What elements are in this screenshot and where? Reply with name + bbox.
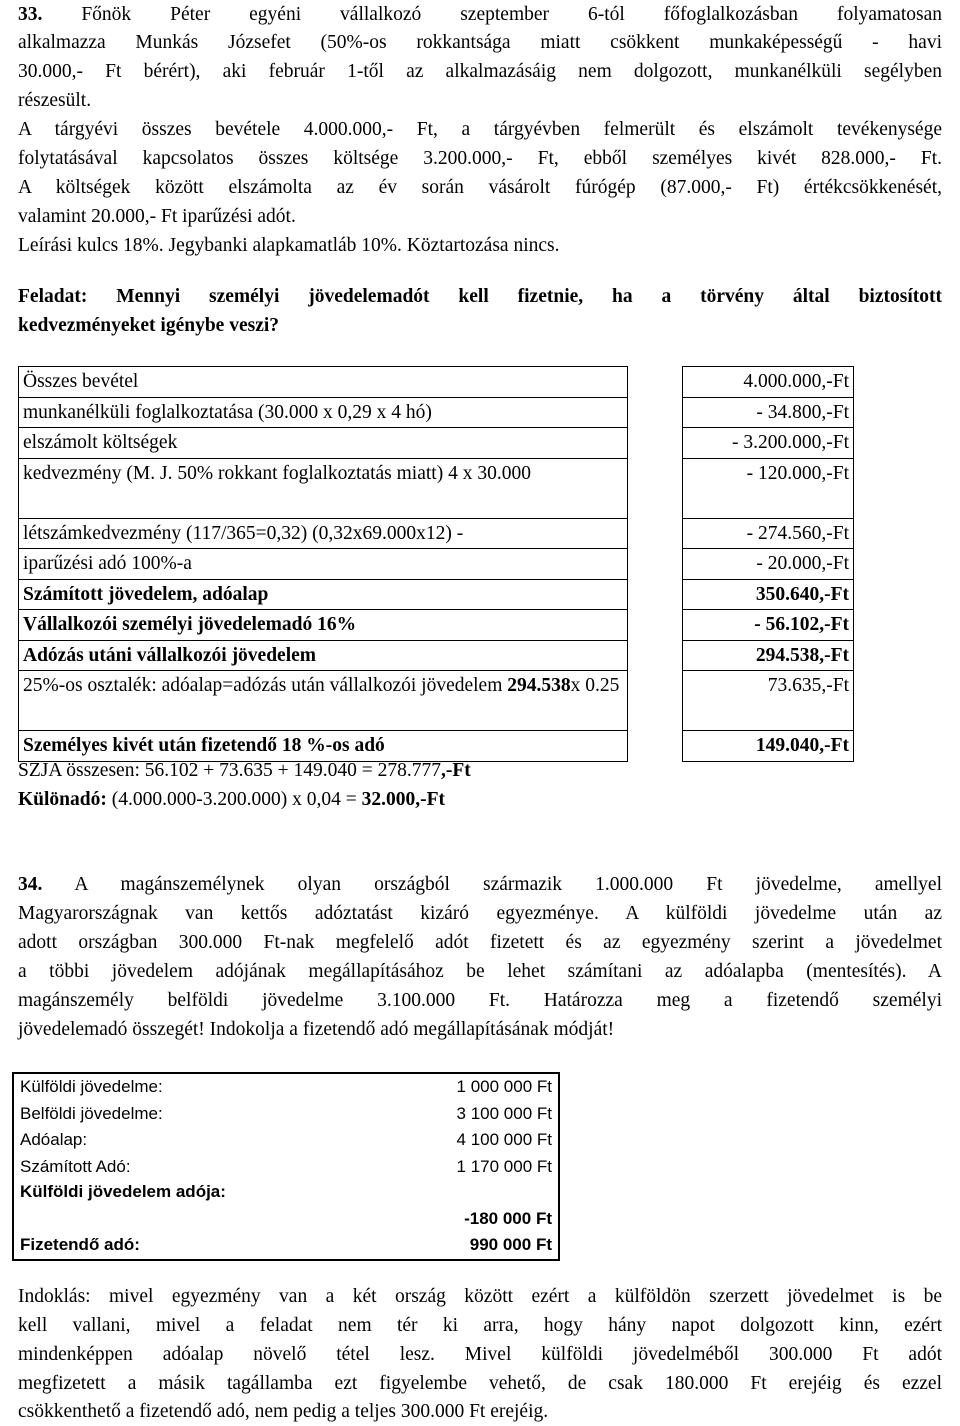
- table-row: [13, 1127, 559, 1154]
- table-row: [19, 428, 854, 459]
- table-row: [19, 640, 854, 671]
- row-value: - 34.800,-Ft: [683, 397, 854, 428]
- row-value: 149.040,-Ft: [683, 731, 854, 762]
- table-row: [13, 1180, 559, 1232]
- p34-line-2: Magyarországnak van kettős adóztatást kizáró egyezménye. A külföldi jövedelme után az: [18, 903, 942, 924]
- table-row: [19, 610, 854, 641]
- row-label: Adóalap:: [20, 1130, 88, 1150]
- row-value: - 3.200.000,-Ft: [683, 428, 854, 459]
- row-label: Személyes kivét után fizetendő 18 %-os adó: [19, 731, 628, 762]
- p34-reason-line-1: Indoklás: mivel egyezmény van a két ország között ezért a külföldön szerzett jövedelmet is be: [18, 1286, 942, 1307]
- row-label: Fizetendő adó:: [20, 1235, 140, 1255]
- table-row: [19, 367, 854, 398]
- row-label: létszámkedvezmény (117/365=0,32) (0,32x69.000x12) -: [19, 518, 628, 549]
- row-value: 1 170 000 Ft: [456, 1156, 552, 1176]
- table-row: [19, 549, 854, 580]
- row-value: 4 100 000 Ft: [456, 1130, 552, 1150]
- p33-line-7: A költségek között elszámolta az év során vásárolt fúrógép (87.000,- Ft) értékcsökkenését,: [18, 177, 942, 198]
- row-label: Adózás utáni vállalkozói jövedelem: [19, 640, 628, 671]
- p34-line-1: 34. A magánszemélynek olyan országból származik 1.000.000 Ft jövedelme, amellyel: [18, 874, 942, 895]
- row-label: munkanélküli foglalkoztatása (30.000 x 0,29 x 4 hó): [19, 397, 628, 428]
- p33-text-1: Főnök Péter egyéni vállalkozó szeptember 6-tól főfoglalkozásban folyamatosan: [81, 4, 943, 25]
- table-row: [19, 397, 854, 428]
- p33-szja-total: SZJA összesen: 56.102 + 73.635 + 149.040 = 278.777,-Ft: [18, 760, 471, 781]
- row-label: kedvezmény (M. J. 50% rokkant foglalkoztatás miatt) 4 x 30.000: [19, 458, 628, 518]
- p34-reason-line-2: kell vallani, mivel a feladat nem tér ki arra, hogy hány napot dolgozott kinn, ezért: [18, 1315, 942, 1336]
- row-label: Vállalkozói személyi jövedelemadó 16%: [19, 610, 628, 641]
- p33-line-3: 30.000,- Ft bérért), aki február 1-től az alkalmazásáig nem dolgozott, munkanélküli segélyben: [18, 61, 942, 82]
- p33-task-line-2: kedvezményeket igénybe veszi?: [18, 315, 280, 336]
- p33-line-8: valamint 20.000,- Ft iparűzési adót.: [18, 206, 296, 227]
- table-row: [19, 579, 854, 610]
- table-row: [19, 671, 854, 731]
- row-label: Belföldi jövedelme:: [20, 1103, 163, 1123]
- table-row: [19, 518, 854, 549]
- table-row: [13, 1154, 559, 1181]
- p33-task-line-1: Feladat: Mennyi személyi jövedelemadót kell fizetnie, ha a törvény által biztosított: [18, 286, 942, 307]
- row-label: Külföldi jövedelme:: [20, 1077, 163, 1096]
- row-value: 1 000 000 Ft: [456, 1077, 552, 1096]
- p34-summary-table: [12, 1072, 560, 1261]
- row-value: - 274.560,-Ft: [683, 518, 854, 549]
- row-value: 294.538,-Ft: [683, 640, 854, 671]
- row-label: Számított jövedelem, adóalap: [19, 579, 628, 610]
- p34-line-6: jövedelemadó összegét! Indokolja a fizetendő adó megállapításának módját!: [18, 1019, 615, 1040]
- p33-line-1: [18, 0, 942, 29]
- p34-reason-line-4: megfizetett a másik tagállamba ezt figyelembe vehető, de csak 180.000 Ft erejéig és ezzel: [18, 1373, 942, 1394]
- table-row: [13, 1101, 559, 1128]
- row-value: - 56.102,-Ft: [683, 610, 854, 641]
- row-value: - 20.000,-Ft: [683, 549, 854, 580]
- p34-number: 34.: [18, 874, 43, 895]
- p33-line-6: folytatásával kapcsolatos összes költsége 3.200.000,- Ft, ebből személyes kivét 828.000,- Ft.: [18, 148, 942, 169]
- row-label: Összes bevétel: [19, 367, 628, 398]
- table-row: [13, 1232, 559, 1260]
- row-value: 990 000 Ft: [469, 1235, 552, 1255]
- p34-reason-line-5: csökkenthető a fizetendő adó, nem pedig a teljes 300.000 Ft erejéig.: [18, 1401, 549, 1422]
- p33-kulonado: Különadó: (4.000.000-3.200.000) x 0,04 = 32.000,-Ft: [18, 789, 446, 810]
- row-value: 73.635,-Ft: [683, 671, 854, 731]
- row-value: 350.640,-Ft: [683, 579, 854, 610]
- row-value: 3 100 000 Ft: [456, 1103, 552, 1123]
- p34-line-3: adott országban 300.000 Ft-nak megfelelő adót fizetett és az egyezmény szerint a jövedelmet: [18, 932, 942, 953]
- p33-line-9: Leírási kulcs 18%. Jegybanki alapkamatláb 10%. Köztartozása nincs.: [18, 235, 560, 256]
- p33-line-5: A tárgyévi összes bevétele 4.000.000,- Ft, a tárgyévben felmerült és elszámolt tevékenysége: [18, 119, 942, 140]
- p33-line-4: részesült.: [18, 90, 92, 111]
- row-label: Számított Adó:: [20, 1156, 131, 1176]
- p34-line-4: a többi jövedelem adójának megállapításához be lehet számítani az adóalapba (mentesítés). A: [18, 961, 942, 982]
- row-label: elszámolt költségek: [19, 428, 628, 459]
- row-value: -180 000 Ft: [464, 1208, 552, 1228]
- table-row: [13, 1073, 559, 1101]
- p33-line-2: alkalmazza Munkás Józsefet (50%-os rokkantsága miatt csökkent munkaképességű - havi: [18, 32, 942, 53]
- row-value: - 120.000,-Ft: [683, 458, 854, 518]
- p34-line-5: magánszemély belföldi jövedelme 3.100.000 Ft. Határozza meg a fizetendő személyi: [18, 990, 942, 1011]
- p34-reason-line-3: mindenképpen adóalap növelő tétel lesz. Mivel külföldi jövedelméből 300.000 Ft adót: [18, 1344, 942, 1365]
- p33-number: 33.: [18, 4, 43, 25]
- row-value: 4.000.000,-Ft: [683, 367, 854, 398]
- table-row: [19, 458, 854, 518]
- row-label: iparűzési adó 100%-a: [19, 549, 628, 580]
- p33-calculation-table: [18, 366, 854, 762]
- row-label: Külföldi jövedelem adója:: [20, 1182, 226, 1202]
- row-label: 25%-os osztalék: adóalap=adózás után vállalkozói jövedelem 294.538x 0.25: [19, 671, 628, 731]
